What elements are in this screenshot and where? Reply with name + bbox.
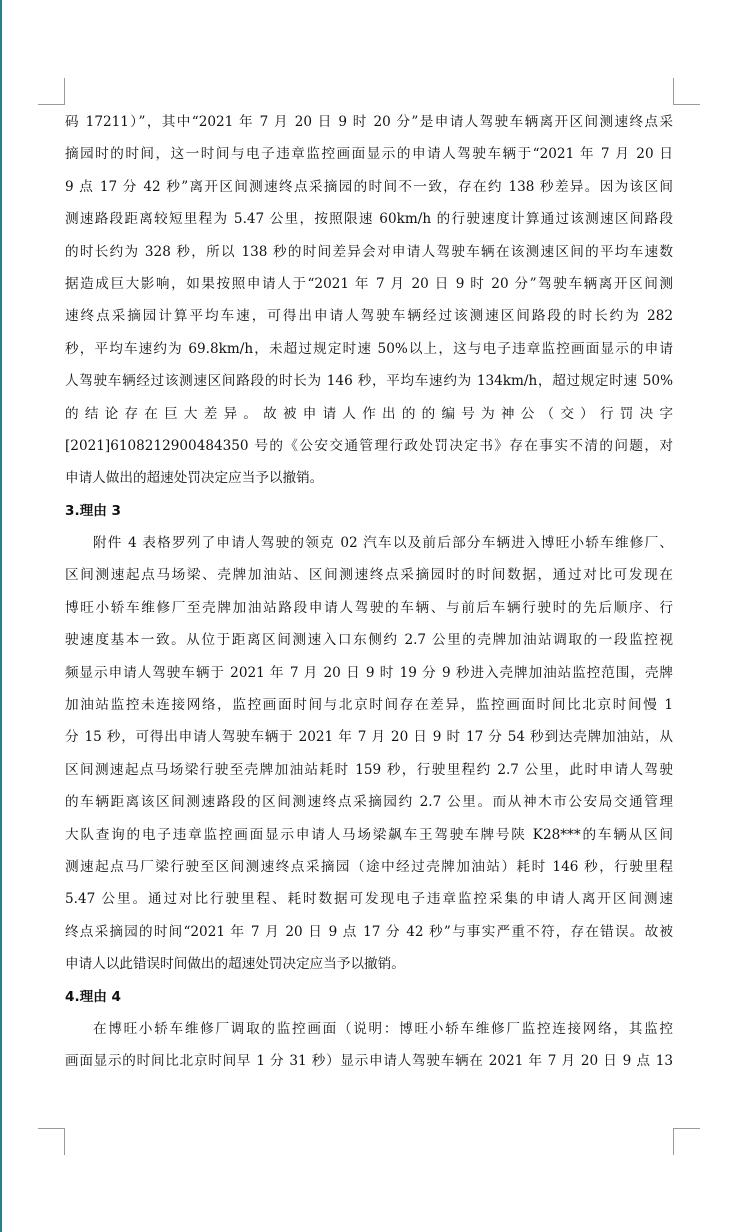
text-line: 速终点采摘园计算平均车速，可得出申请人驾驶车辆经过该测速区间路段的时长约为 282 (65, 308, 673, 325)
text-line: 在博旺小轿车维修厂调取的监控画面（说明：博旺小轿车维修厂监控连接网络，其监控 (93, 1020, 673, 1037)
text-line: 加油站监控未连接网络，监控画面时间与北京时间存在差异，监控画面时间比北京时间慢 1 (65, 697, 673, 714)
text-line: 分 15 秒，可得出申请人驾驶车辆于 2021 年 7 月 20 日 9 时 17 分 54 秒到达壳牌加油站，从 (65, 729, 673, 746)
window-edge (0, 0, 2, 1232)
text-line: 区间测速起点马场梁、壳牌加油站、区间测速终点采摘园时的时间数据，通过对比可发现在 (65, 567, 673, 584)
margin-mark-bottom-right (673, 1128, 700, 1155)
text-line: 据造成巨大影响，如果按照申请人于“2021 年 7 月 20 日 9 时 20 分”驾驶车辆离开区间测 (65, 275, 673, 292)
margin-mark-bottom-left (38, 1128, 65, 1155)
text-line: 码 17211）”，其中“2021 年 7 月 20 日 9 时 20 分”是申请人驾驶车辆离开区间测速终点采 (65, 114, 673, 130)
text-line: 大队查询的电子违章监控画面显示申请人马场梁飙车王驾驶车牌号陕 K28***的车辆从区间 (65, 826, 673, 843)
text-line: 驶速度基本一致。从位于距离区间测速入口东侧约 2.7 公里的壳牌加油站调取的一段监控视 (65, 632, 673, 649)
text-line: 频显示申请人驾驶车辆于 2021 年 7 月 20 日 9 时 19 分 9 秒进入壳牌加油站监控范围，壳牌 (65, 664, 673, 681)
text-line: 5.47 公里。通过对比行驶里程、耗时数据可发现电子违章监控采集的申请人离开区间测速 (65, 891, 673, 908)
margin-mark-top-right (673, 78, 700, 105)
text-line: 的结论存在巨大差异。故被申请人作出的的编号为神公（交）行罚决字 (65, 405, 673, 422)
text-line: 的时长约为 328 秒，所以 138 秒的时间差异会对申请人驾驶车辆在该测速区间的平均车速数 (65, 243, 673, 260)
text-line: 博旺小轿车维修厂至壳牌加油站路段申请人驾驶的车辆、与前后车辆行驶时的先后顺序、行 (65, 599, 673, 616)
section-heading-reason-3: 3.理由 3 (65, 502, 122, 519)
paragraph-continuation (65, 106, 673, 495)
text-line: 人驾驶车辆经过该测速区间路段的时长为 146 秒，平均车速约为 134km/h，超过规定时速 50% (65, 373, 673, 390)
text-line: 测速路段距离较短里程为 5.47 公里，按照限速 60km/h 的行驶速度计算通过该测速区间路段 (65, 211, 673, 228)
margin-mark-top-left (38, 78, 65, 105)
text-line: 的车辆距离该区间测速路段的区间测速终点采摘园约 2.7 公里。而从神木市公安局交通管理 (65, 794, 673, 811)
text-line: 测速起点马厂梁行驶至区间测速终点采摘园（途中经过壳牌加油站）耗时 146 秒，行驶里程 (65, 858, 673, 875)
text-line: [2021]6108212900484350 号的《公安交通管理行政处罚决定书》存在事实不清的问题，对 (65, 437, 673, 454)
paragraph-reason-3 (65, 527, 673, 980)
text-line: 画面显示的时间比北京时间早 1 分 31 秒）显示申请人驾驶车辆在 2021 年 7 月 20 日 9 点 13 (65, 1053, 673, 1070)
text-line: 申请人做出的超速处罚决定应当予以撤销。 (65, 470, 324, 487)
text-line: 终点采摘园的时间“2021 年 7 月 20 日 9 点 17 分 42 秒”与事实严重不符，存在错误。故被 (65, 923, 673, 940)
text-line: 9 点 17 分 42 秒”离开区间测速终点采摘园的时间不一致，存在约 138 秒差异。因为该区间 (65, 178, 673, 195)
text-line: 秒，平均车速约为 69.8km/h，未超过规定时速 50%以上，这与电子违章监控画面显示的申请 (65, 340, 673, 357)
text-line: 摘园时的时间，这一时间与电子违章监控画面显示的申请人驾驶车辆于“2021 年 7 月 20 日 (65, 146, 673, 163)
section-heading-reason-4: 4.理由 4 (65, 988, 122, 1005)
text-line: 区间测速起点马场梁行驶至壳牌加油站耗时 159 秒，行驶里程约 2.7 公里，此时申请人驾驶 (65, 761, 673, 778)
text-line: 附件 4 表格罗列了申请人驾驶的领克 02 汽车以及前后部分车辆进入博旺小轿车维修厂、 (93, 535, 673, 552)
document-body (65, 106, 673, 1078)
paragraph-reason-4 (65, 1013, 673, 1078)
text-line: 申请人以此错误时间做出的超速处罚决定应当予以撤销。 (65, 956, 405, 973)
